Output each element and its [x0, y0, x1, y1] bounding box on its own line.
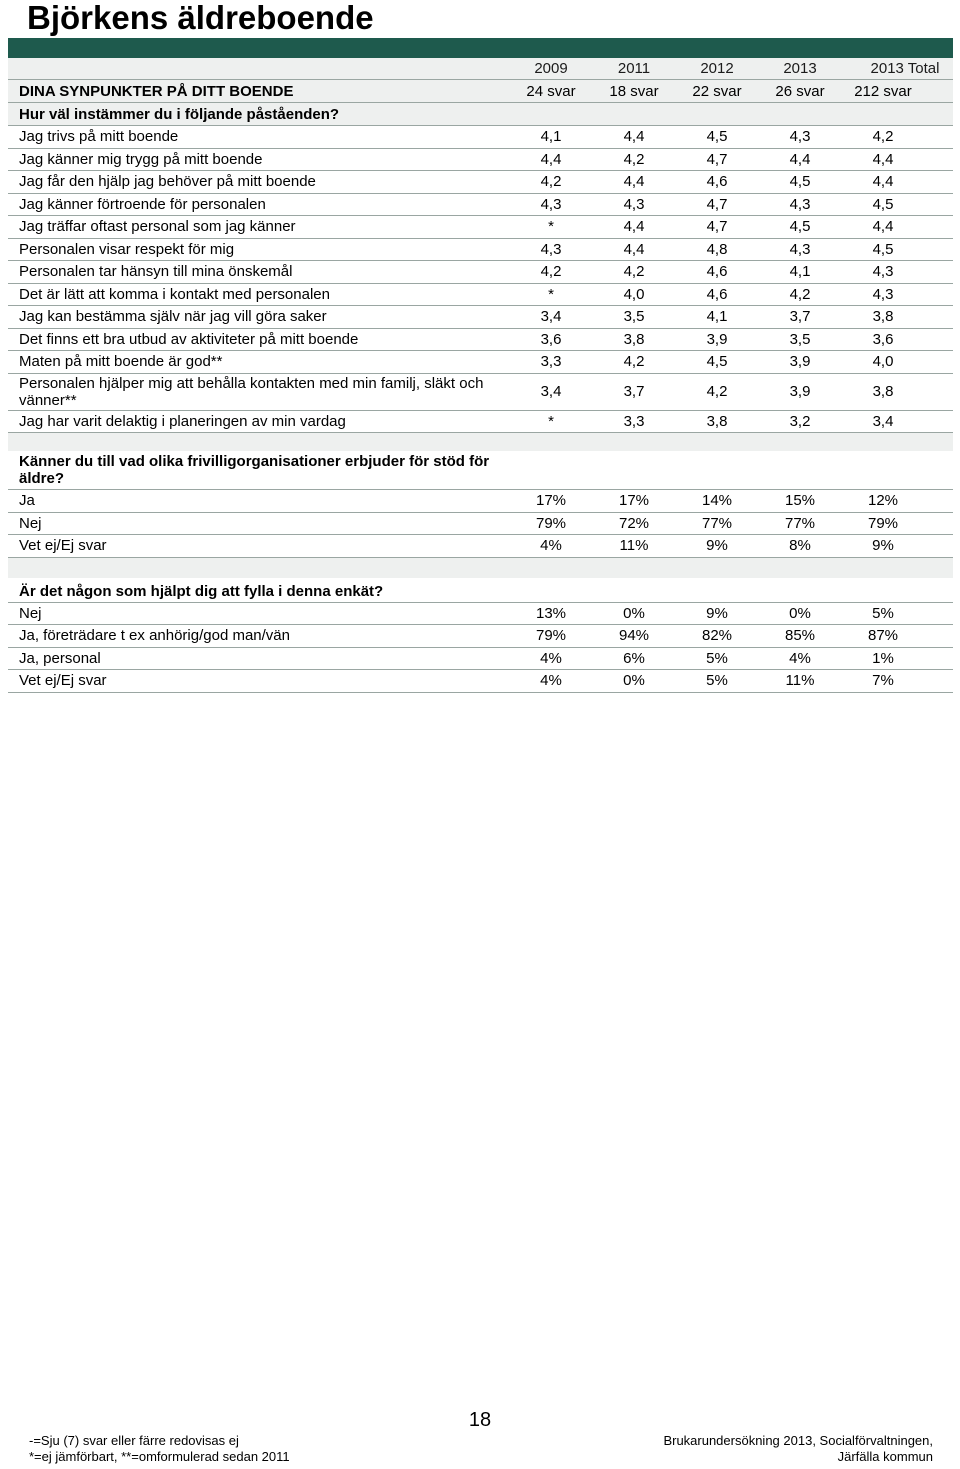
value-cell: 3,4	[872, 412, 894, 430]
value-cell: 11%	[785, 672, 815, 690]
value-cell: 15%	[784, 492, 816, 510]
section2-question-row	[8, 451, 953, 490]
table-row	[8, 670, 953, 693]
footnote-line: -=Sju (7) svar eller färre redovisas ej	[29, 1433, 239, 1448]
table-row	[8, 351, 953, 374]
spacer-row	[8, 433, 953, 451]
value-cell: 3,6	[872, 330, 894, 348]
row-label: Jag får den hjälp jag behöver på mitt boende	[19, 173, 316, 191]
value-cell: 4,4	[623, 240, 645, 258]
section1-question: Hur väl instämmer du i följande påståenden?	[19, 105, 340, 123]
value-cell: 5%	[706, 649, 728, 667]
footnote-right	[663, 1433, 933, 1465]
count-cell: 18 svar	[609, 82, 659, 100]
row-label: Jag känner mig trygg på mitt boende	[19, 150, 263, 168]
table-row	[8, 648, 953, 671]
row-label: Nej	[19, 514, 42, 532]
value-cell: 3,6	[540, 330, 562, 348]
value-cell: 4,2	[706, 383, 728, 400]
table-row	[8, 239, 953, 262]
year-2013-total: 2013 Total	[870, 60, 940, 77]
value-cell: 4,4	[623, 128, 645, 146]
value-cell: 4,2	[623, 263, 645, 281]
value-cell: 4%	[540, 649, 562, 667]
row-label: Jag kan bestämma själv när jag vill göra saker	[19, 308, 327, 326]
row-label: Personalen hjälper mig att behålla kontakten med min familj, släkt och vänner**	[19, 374, 484, 409]
value-cell: 8%	[789, 537, 811, 555]
value-cell: 4,4	[623, 218, 645, 236]
value-cell: 79%	[535, 627, 567, 645]
section1-title-row	[8, 80, 953, 103]
value-cell: 3,3	[540, 353, 562, 371]
value-cell: 4,2	[540, 263, 562, 281]
page-title: Björkens äldreboende	[27, 0, 374, 36]
value-cell: 4,5	[706, 128, 728, 146]
value-cell: 4,6	[706, 263, 728, 281]
value-cell: 4,7	[706, 218, 728, 236]
footnote-left	[29, 1433, 290, 1465]
year-2011: 2011	[617, 60, 651, 77]
value-cell: 9%	[706, 537, 728, 555]
table-row	[8, 625, 953, 648]
value-cell: 3,8	[872, 383, 894, 400]
value-cell: 3,3	[623, 412, 645, 430]
footnote-line: Järfälla kommun	[837, 1449, 933, 1464]
value-cell: 0%	[623, 672, 645, 690]
section1-question-row	[8, 103, 953, 126]
row-label: Jag träffar oftast personal som jag känner	[19, 218, 296, 236]
row-label: Personalen tar hänsyn till mina önskemål	[19, 263, 293, 281]
section1-title: DINA SYNPUNKTER PÅ DITT BOENDE	[19, 82, 294, 100]
value-cell: 0%	[789, 604, 811, 622]
value-cell: 4,7	[706, 195, 728, 213]
value-cell: 9%	[872, 537, 894, 555]
value-cell: 4,2	[872, 128, 894, 146]
table-row	[8, 513, 953, 536]
value-cell: 3,7	[623, 383, 645, 400]
value-cell: 4,5	[789, 218, 811, 236]
value-cell: 77%	[784, 514, 816, 532]
count-cell: 26 svar	[775, 82, 825, 100]
value-cell: 3,2	[789, 412, 811, 430]
row-label: Det är lätt att komma i kontakt med personalen	[19, 285, 330, 303]
value-cell: 4,3	[872, 263, 894, 281]
value-cell: 4,4	[540, 150, 562, 168]
value-cell: 79%	[867, 514, 899, 532]
survey-table	[8, 38, 953, 693]
value-cell: 77%	[701, 514, 733, 532]
row-label: Maten på mitt boende är god**	[19, 353, 223, 371]
row-label: Jag känner förtroende för personalen	[19, 195, 266, 213]
value-cell: 4,4	[872, 150, 894, 168]
table-row	[8, 149, 953, 172]
value-cell: 0%	[623, 604, 645, 622]
value-cell: 3,8	[623, 330, 645, 348]
section3-rows	[8, 603, 953, 693]
value-cell: 11%	[619, 537, 649, 555]
value-cell: 3,9	[789, 353, 811, 371]
section3-question: Är det någon som hjälpt dig att fylla i denna enkät?	[19, 582, 384, 600]
value-cell: 4,4	[789, 150, 811, 168]
value-cell: 3,5	[623, 308, 645, 326]
value-cell: 4,7	[706, 150, 728, 168]
value-cell: 72%	[618, 514, 650, 532]
value-cell: 4,0	[872, 353, 894, 371]
value-cell: 4,4	[872, 173, 894, 191]
value-cell: 4,3	[623, 195, 645, 213]
value-cell: *	[548, 412, 554, 430]
value-cell: 4,1	[706, 308, 728, 326]
value-cell: 5%	[872, 604, 894, 622]
row-label: Vet ej/Ej svar	[19, 537, 107, 555]
value-cell: 3,4	[540, 308, 562, 326]
table-row	[8, 374, 953, 411]
value-cell: 4,1	[789, 263, 811, 281]
value-cell: 4,5	[706, 353, 728, 371]
year-2013: 2013	[783, 60, 817, 77]
row-label: Personalen visar respekt för mig	[19, 240, 235, 258]
value-cell: 3,9	[706, 330, 728, 348]
value-cell: 4,2	[623, 353, 645, 371]
value-cell: 3,8	[706, 412, 728, 430]
table-row	[8, 603, 953, 626]
count-cell: 212 svar	[854, 82, 912, 100]
table-row	[8, 261, 953, 284]
row-label: Vet ej/Ej svar	[19, 672, 107, 690]
row-label: Det finns ett bra utbud av aktiviteter på mitt boende	[19, 330, 359, 348]
value-cell: 4%	[540, 672, 562, 690]
value-cell: 4,3	[789, 240, 811, 258]
value-cell: 4,5	[872, 195, 894, 213]
value-cell: 4,3	[540, 195, 562, 213]
value-cell: 9%	[706, 604, 728, 622]
spacer-row	[8, 558, 953, 578]
value-cell: 14%	[701, 492, 733, 510]
value-cell: 3,9	[789, 383, 811, 400]
value-cell: 17%	[618, 492, 650, 510]
year-header-row	[8, 58, 953, 80]
table-row	[8, 126, 953, 149]
value-cell: 4,4	[872, 218, 894, 236]
value-cell: 3,4	[540, 383, 562, 400]
footnote-line: Brukarundersökning 2013, Socialförvaltningen,	[663, 1433, 933, 1448]
value-cell: 4,6	[706, 173, 728, 191]
value-cell: 4,3	[789, 128, 811, 146]
value-cell: 4,8	[706, 240, 728, 258]
row-label: Nej	[19, 604, 42, 622]
value-cell: 4,3	[789, 195, 811, 213]
value-cell: 4,2	[789, 285, 811, 303]
value-cell: 4,5	[872, 240, 894, 258]
value-cell: 4,2	[623, 150, 645, 168]
year-2009: 2009	[534, 60, 568, 77]
section3-question-row	[8, 578, 953, 603]
value-cell: 3,8	[872, 308, 894, 326]
year-2012: 2012	[700, 60, 734, 77]
value-cell: 79%	[535, 514, 567, 532]
count-cell: 22 svar	[692, 82, 742, 100]
value-cell: 5%	[706, 672, 728, 690]
section1-rows	[8, 126, 953, 433]
value-cell: 13%	[535, 604, 567, 622]
value-cell: 87%	[867, 627, 899, 645]
value-cell: 3,7	[789, 308, 811, 326]
footnote-line: *=ej jämförbart, **=omformulerad sedan 2011	[29, 1449, 290, 1464]
table-row	[8, 411, 953, 434]
row-label: Ja, företrädare t ex anhörig/god man/vän	[19, 627, 290, 645]
table-row	[8, 284, 953, 307]
section2-question: Känner du till vad olika frivilligorganisationer erbjuder för stöd för äldre?	[19, 453, 490, 487]
value-cell: 94%	[618, 627, 650, 645]
table-row	[8, 194, 953, 217]
table-row	[8, 329, 953, 352]
value-cell: 85%	[784, 627, 816, 645]
value-cell: *	[548, 285, 554, 303]
table-row	[8, 490, 953, 513]
value-cell: 7%	[872, 672, 894, 690]
value-cell: 17%	[535, 492, 567, 510]
value-cell: 12%	[867, 492, 899, 510]
value-cell: 4,4	[623, 173, 645, 191]
value-cell: 6%	[623, 649, 645, 667]
row-label: Jag trivs på mitt boende	[19, 128, 179, 146]
table-row	[8, 171, 953, 194]
value-cell: 4%	[789, 649, 811, 667]
section2-rows	[8, 490, 953, 558]
table-row	[8, 216, 953, 239]
row-label: Ja, personal	[19, 649, 101, 667]
value-cell: 4,6	[706, 285, 728, 303]
table-row	[8, 535, 953, 558]
page-number: 18	[468, 1409, 492, 1431]
value-cell: 4,1	[540, 128, 562, 146]
row-label: Ja	[19, 492, 35, 510]
value-cell: 4,5	[789, 173, 811, 191]
value-cell: 3,5	[789, 330, 811, 348]
value-cell: *	[548, 218, 554, 236]
value-cell: 4,0	[623, 285, 645, 303]
count-cell: 24 svar	[526, 82, 576, 100]
value-cell: 1%	[872, 649, 894, 667]
table-header-bar	[8, 38, 953, 58]
value-cell: 4%	[540, 537, 562, 555]
value-cell: 4,3	[540, 240, 562, 258]
row-label: Jag har varit delaktig i planeringen av min vardag	[19, 412, 346, 430]
value-cell: 4,2	[540, 173, 562, 191]
value-cell: 4,3	[872, 285, 894, 303]
value-cell: 82%	[701, 627, 733, 645]
table-row	[8, 306, 953, 329]
